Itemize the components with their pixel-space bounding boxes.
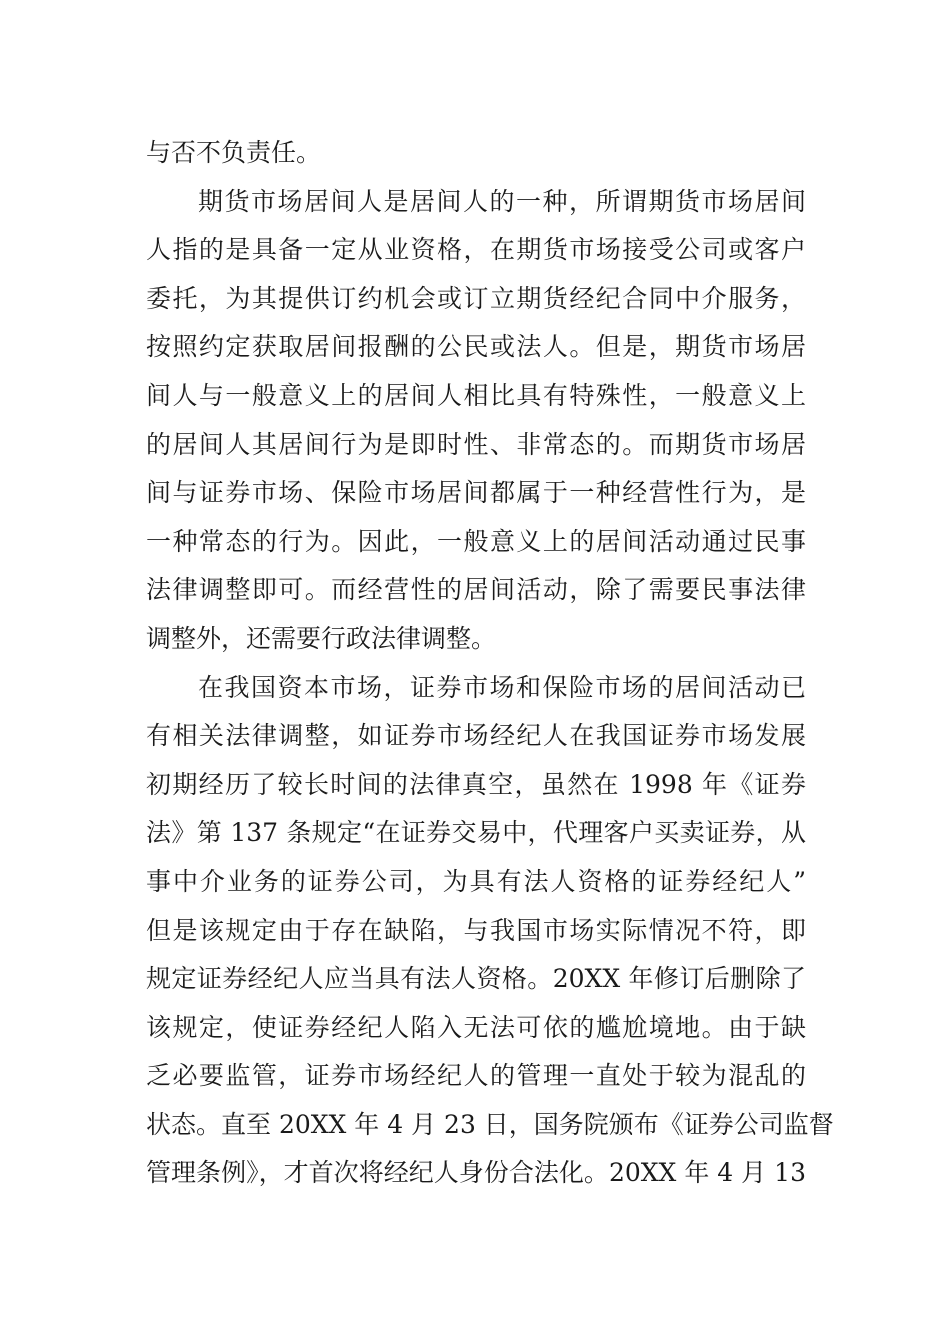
text-line: 状态。直至 20XX 年 4 月 23 日，国务院颁布《证券公司监督 <box>146 1109 834 1139</box>
text-line: 但是该规定由于存在缺陷，与我国市场实际情况不符，即 <box>146 915 806 945</box>
text-line: 一种常态的行为。因此，一般意义上的居间活动通过民事 <box>146 526 806 556</box>
text-line: 规定证券经纪人应当具有法人资格。20XX 年修订后删除了 <box>146 964 806 994</box>
text-line: 管理条例》，才首次将经纪人身份合法化。20XX 年 4 月 13 <box>146 1158 806 1188</box>
text-line: 间人与一般意义上的居间人相比具有特殊性，一般意义上 <box>146 380 806 410</box>
body-text <box>146 129 834 1198</box>
text-line: 事中介业务的证券公司，为具有法人资格的证券经纪人” <box>146 866 806 896</box>
text-line: 有相关法律调整，如证券市场经纪人在我国证券市场发展 <box>146 721 806 751</box>
text-line: 乏必要监管，证券市场经纪人的管理一直处于较为混乱的 <box>146 1061 806 1091</box>
text-line: 与否不负责任。 <box>146 138 322 167</box>
paragraph-first-line: 在我国资本市场，证券市场和保险市场的居间活动已 <box>198 672 806 702</box>
text-line: 委托，为其提供订约机会或订立期货经纪合同中介服务， <box>146 283 806 313</box>
text-line: 该规定，使证券经纪人陷入无法可依的尴尬境地。由于缺 <box>146 1012 806 1042</box>
text-line: 的居间人其居间行为是即时性、非常态的。而期货市场居 <box>146 429 806 459</box>
text-line: 法律调整即可。而经营性的居间活动，除了需要民事法律 <box>146 575 806 605</box>
text-line: 间与证券市场、保险市场居间都属于一种经营性行为，是 <box>146 478 806 508</box>
paragraph-last-line: 调整外，还需要行政法律调整。 <box>146 623 497 653</box>
text-line: 法》第 137 条规定“在证券交易中，代理客户买卖证券，从 <box>146 818 806 848</box>
paragraph-first-line: 期货市场居间人是居间人的一种，所谓期货市场居间 <box>198 186 806 216</box>
text-line: 初期经历了较长时间的法律真空，虽然在 1998 年《证券 <box>146 769 806 799</box>
text-line: 按照约定获取居间报酬的公民或法人。但是，期货市场居 <box>146 332 806 362</box>
text-line: 人指的是具备一定从业资格，在期货市场接受公司或客户 <box>146 235 806 265</box>
